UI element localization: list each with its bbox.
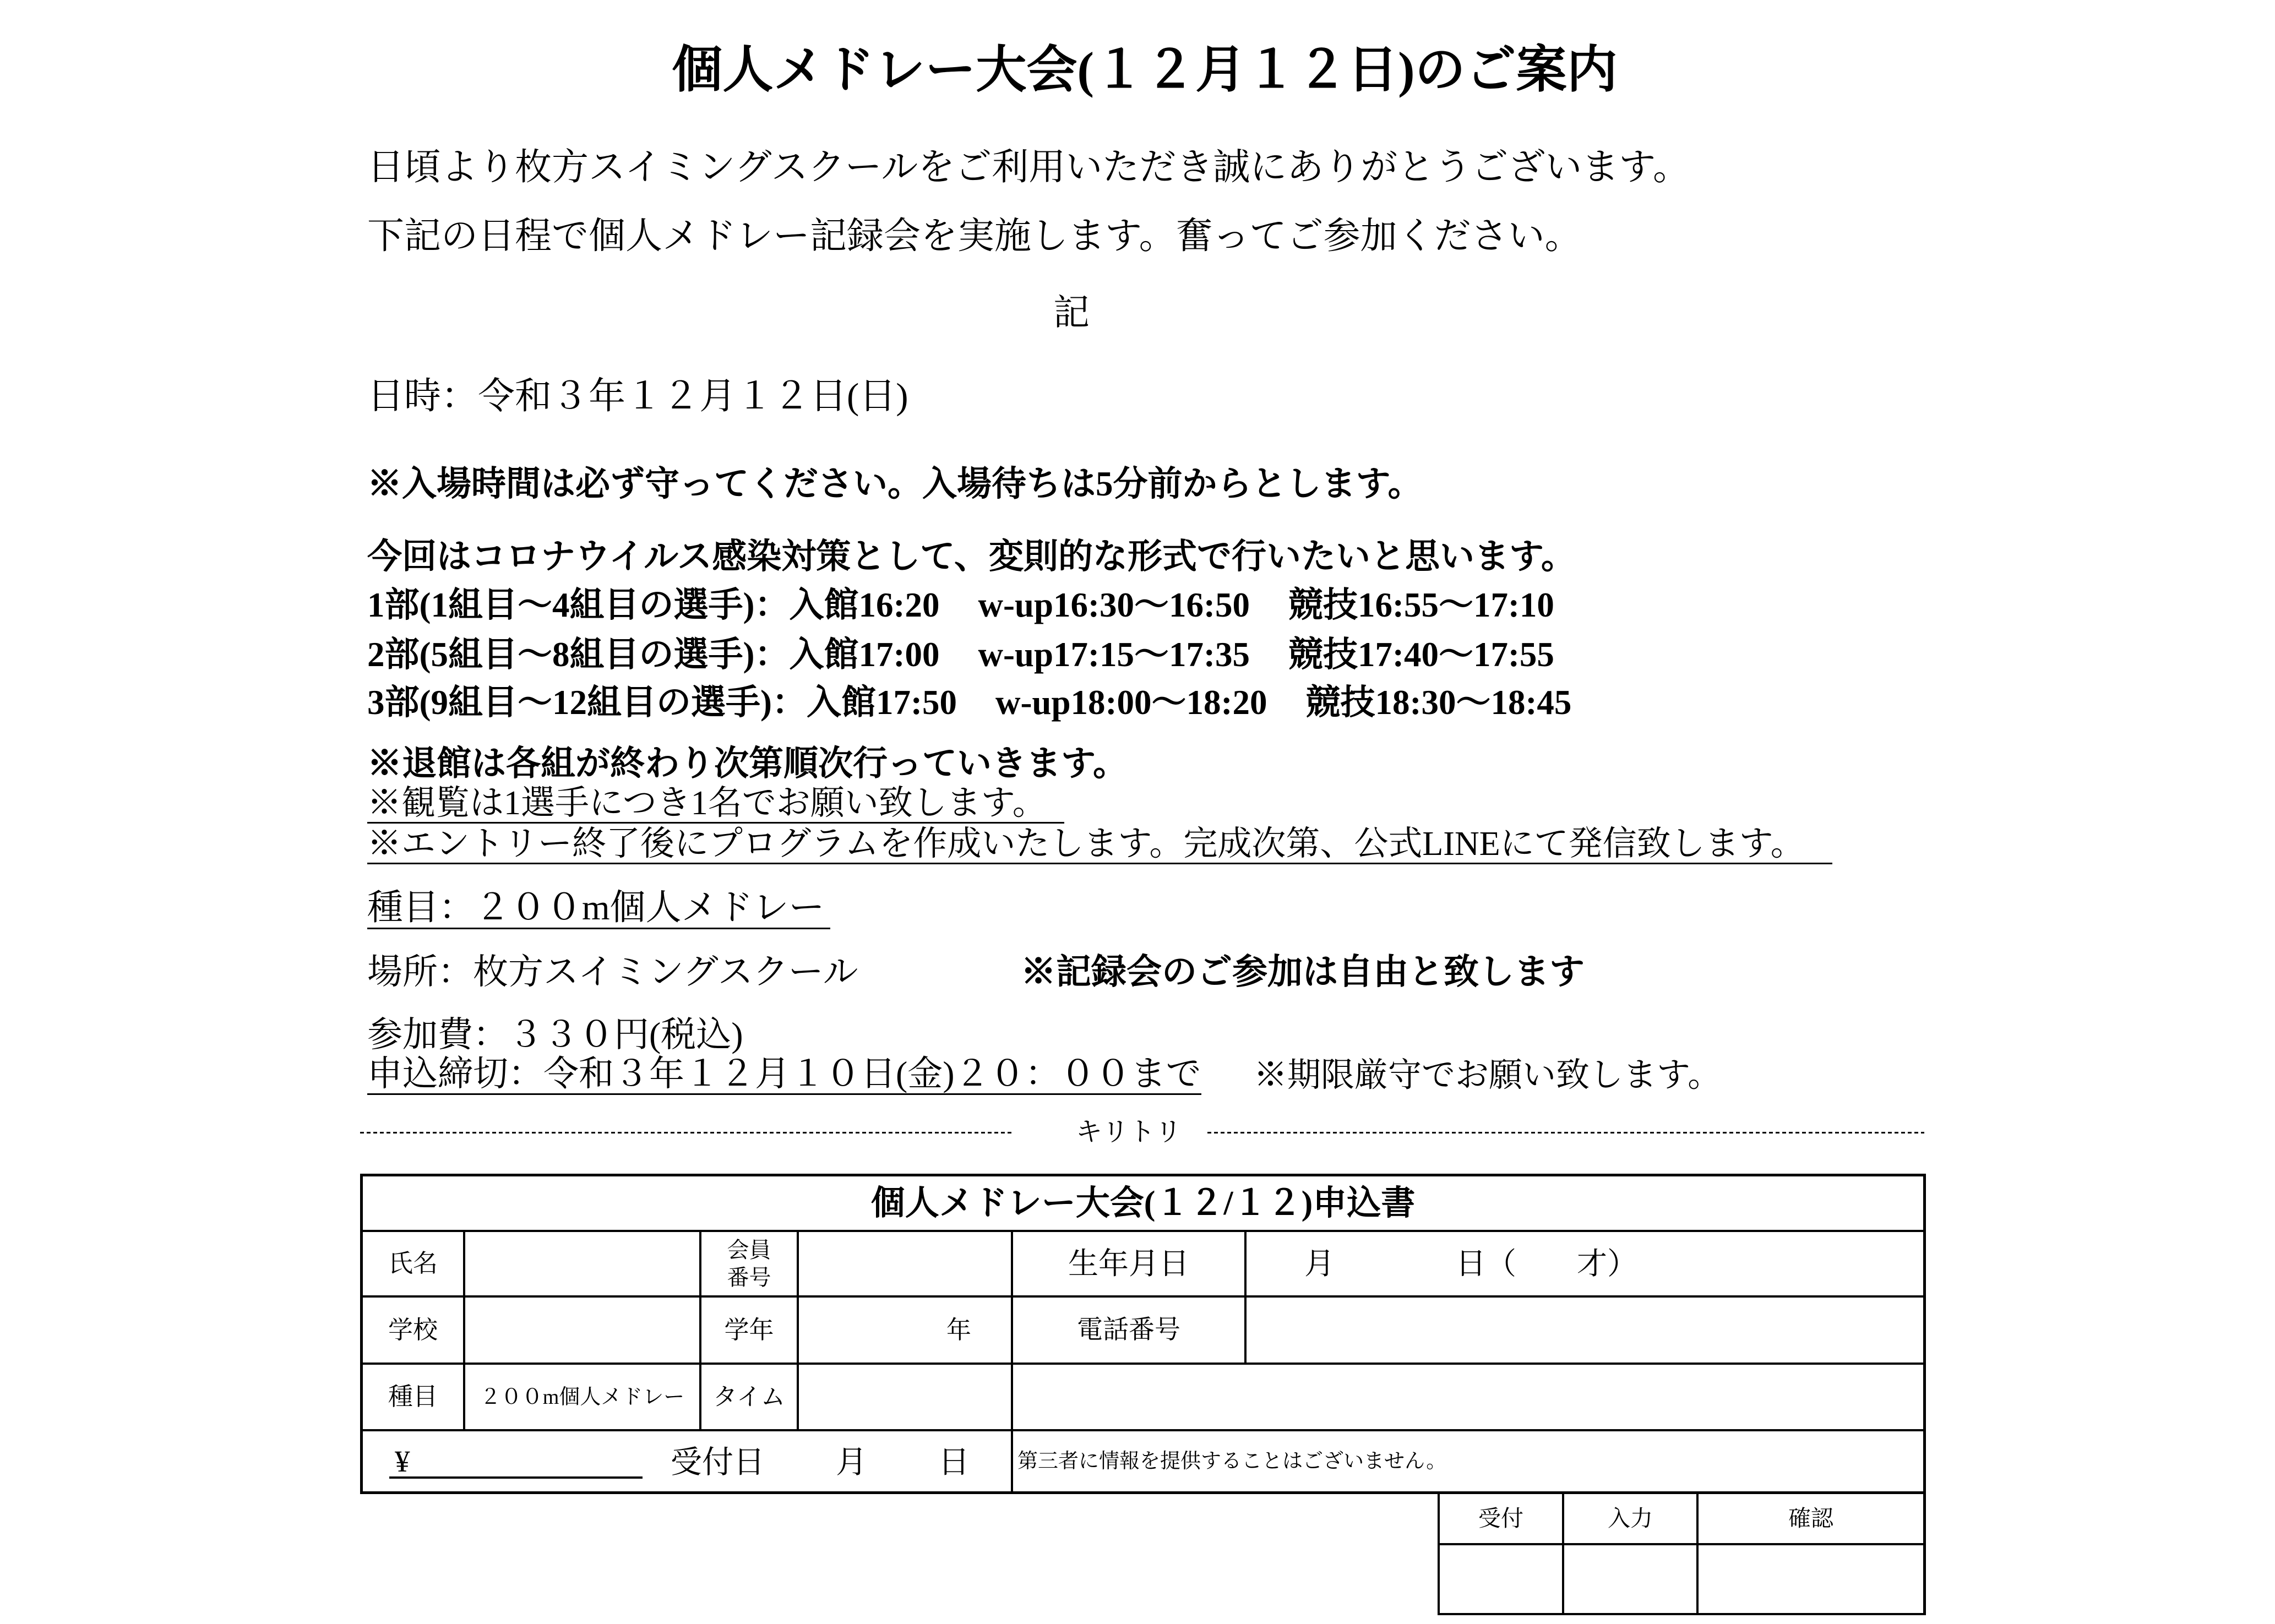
free-participation-note: ※記録会のご参加は自由と致します xyxy=(1021,952,1585,991)
cut-line-right xyxy=(1207,1132,1924,1133)
privacy-note: 第三者に情報を提供することはございません。 xyxy=(1017,1450,1447,1473)
session-group: 1部(1組目～4組目の選手)： xyxy=(367,586,790,624)
office-input-box xyxy=(1564,1545,1699,1613)
session-row-2 xyxy=(367,637,1554,672)
session-warmup-time: w-up17:15～17:35 xyxy=(978,635,1250,674)
office-confirm-box xyxy=(1699,1545,1923,1613)
session-group: 3部(9組目～12組目の選手)： xyxy=(367,683,807,722)
intro-text: 下記の日程で個人メドレー記録会を実施します。奮ってご参加ください。 xyxy=(367,216,1582,257)
remarks-field xyxy=(1013,1365,1923,1431)
application-form xyxy=(360,1174,1926,1494)
exit-note: ※退館は各組が終わり次第順次行っていきます。 xyxy=(367,744,1128,783)
session-competition-time: 競技17:40～17:55 xyxy=(1288,635,1554,674)
member-number-field xyxy=(799,1232,1013,1298)
session-row-1 xyxy=(367,588,1554,623)
cut-line-left xyxy=(360,1132,1013,1133)
office-receipt-header: 受付 xyxy=(1440,1494,1564,1545)
greeting-text: 日頃より枚方スイミングスクールをご利用いただき誠にありがとうございます。 xyxy=(367,147,1690,188)
entry-time-note: ※入場時間は必ず守ってください。入場待ちは5分前からとします。 xyxy=(367,465,1423,503)
deadline-info: 申込締切：令和３年１２月１０日(金)２０：００まで xyxy=(367,1056,1201,1095)
ki-heading: 記 xyxy=(1053,293,1090,333)
session-group: 2部(5組目～8組目の選手)： xyxy=(367,635,790,674)
program-note: ※エントリー終了後にプログラムを作成いたします。完成次第、公式LINEにて発信致します。 xyxy=(367,827,1832,864)
event-label: 種目 xyxy=(363,1365,465,1431)
spectator-note: ※観覧は1選手につき1名でお願い致します。 xyxy=(367,786,1064,824)
event-datetime: 日時：令和３年１２月１２日(日) xyxy=(367,376,908,417)
schedule-intro: 今回はコロナウイルス感染対策として、変則的な形式で行いたいと思います。 xyxy=(367,537,1576,576)
session-warmup-time: w-up16:30～16:50 xyxy=(978,586,1250,624)
phone-label: 電話番号 xyxy=(1013,1298,1247,1365)
venue-info: 場所：枚方スイミングスクール xyxy=(367,952,858,991)
office-use-table xyxy=(1438,1494,1926,1615)
yen-symbol: ¥ xyxy=(395,1445,410,1478)
received-day-label: 日 xyxy=(938,1445,970,1480)
office-confirm-header: 確認 xyxy=(1699,1494,1923,1545)
session-row-3 xyxy=(367,685,1571,720)
received-date-label: 受付日 xyxy=(671,1445,765,1480)
yen-amount-field xyxy=(389,1447,643,1479)
grade-field: 年 xyxy=(799,1298,1013,1365)
fee-info: 参加費：３３０円(税込) xyxy=(367,1015,743,1054)
time-label: タイム xyxy=(701,1365,799,1431)
received-month-label: 月 xyxy=(836,1445,867,1480)
fee-receipt-cell xyxy=(363,1431,1013,1491)
session-competition-time: 競技16:55～17:10 xyxy=(1288,586,1554,624)
name-field xyxy=(465,1232,701,1298)
time-field xyxy=(799,1365,1013,1431)
office-input-header: 入力 xyxy=(1564,1494,1699,1545)
session-entry-time: 入館17:50 xyxy=(806,683,957,722)
page-title: 個人メドレー大会(１２月１２日)のご案内 xyxy=(672,42,1618,98)
member-number-label xyxy=(701,1232,799,1298)
member-number-label-line1: 会員 xyxy=(727,1237,771,1262)
deadline-note: ※期限厳守でお願い致します。 xyxy=(1254,1057,1722,1094)
session-entry-time: 入館16:20 xyxy=(789,586,940,624)
event-info: 種目：２００m個人メドレー xyxy=(367,890,830,929)
member-number-label-line2: 番号 xyxy=(727,1265,771,1290)
birthdate-label: 生年月日 xyxy=(1013,1232,1247,1298)
grade-label: 学年 xyxy=(701,1298,799,1365)
form-title: 個人メドレー大会(１２/１２)申込書 xyxy=(363,1176,1923,1232)
office-receipt-box xyxy=(1440,1545,1564,1613)
birthdate-field: 月 日（ 才） xyxy=(1247,1232,1923,1298)
session-entry-time: 入館17:00 xyxy=(789,635,940,674)
name-label: 氏名 xyxy=(363,1232,465,1298)
school-label: 学校 xyxy=(363,1298,465,1365)
event-value: ２００m個人メドレー xyxy=(465,1365,701,1431)
school-field xyxy=(465,1298,701,1365)
phone-field xyxy=(1247,1298,1923,1365)
session-warmup-time: w-up18:00～18:20 xyxy=(995,683,1267,722)
cut-line-label: キリトリ xyxy=(1076,1118,1182,1147)
session-competition-time: 競技18:30～18:45 xyxy=(1305,683,1572,722)
